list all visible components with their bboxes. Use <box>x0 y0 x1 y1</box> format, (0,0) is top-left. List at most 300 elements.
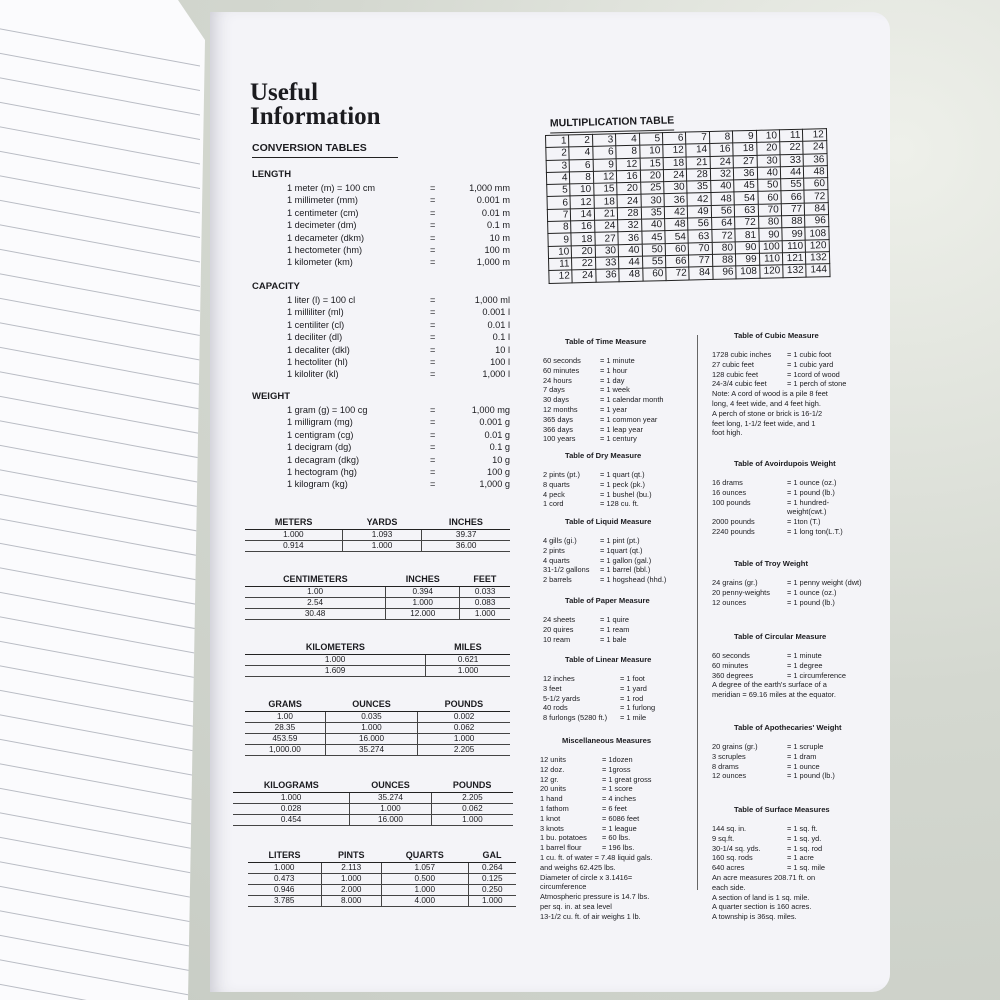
misc-equiv: = 1 score <box>602 784 633 794</box>
mult-cell: 24 <box>617 195 641 208</box>
ruled-line <box>0 837 200 875</box>
misc-equiv: = 196 lbs. <box>602 843 635 853</box>
misc-equiv: = 1gross <box>602 764 631 774</box>
weight-unit: 1 gram (g) = 100 cg <box>287 405 368 415</box>
length-unit: 1 decameter (dkm) <box>287 232 365 243</box>
mult-cell: 60 <box>665 243 689 256</box>
table-cell: 0.062 <box>418 723 510 734</box>
mult-cell: 55 <box>781 178 805 191</box>
length-heading: LENGTH <box>252 169 292 180</box>
weight-value: 1,000 g <box>479 479 510 490</box>
surface-equiv: = 1 sq. rod <box>787 843 823 853</box>
mult-cell: 40 <box>757 167 781 180</box>
table-cell: 1.000 <box>321 874 381 885</box>
table-cell: 1.057 <box>381 863 468 874</box>
surface-item: 640 acres <box>712 863 745 873</box>
weight-value: 0.01 g <box>484 429 510 440</box>
weight-unit: 1 milligram (mg) <box>287 417 353 428</box>
avoir-equiv: = 1 pound (lb.) <box>787 487 835 497</box>
misc-note: and weighs 62.425 lbs. <box>540 862 616 872</box>
misc-item: 3 knots <box>540 823 564 833</box>
table-cell: 1.000 <box>386 598 460 609</box>
mult-cell: 11 <box>549 258 573 271</box>
length-equals: = <box>430 220 436 231</box>
mult-cell: 15 <box>593 183 617 196</box>
column-header: FEET <box>460 572 510 587</box>
mult-cell: 5 <box>547 184 571 197</box>
table-cell: 35.274 <box>325 745 417 756</box>
troy-equiv: = 1 pound (lb.) <box>787 597 835 607</box>
liquid-item: 4 gills (gi.) <box>543 536 577 545</box>
mult-cell: 24 <box>572 270 596 283</box>
mult-cell: 88 <box>712 254 736 267</box>
mult-cell: 40 <box>618 244 642 257</box>
linear-item: 3 feet <box>543 683 562 693</box>
apoth-title: Table of Apothecaries' Weight <box>734 723 842 732</box>
misc-note: circumference <box>540 882 587 892</box>
length-value: 100 m <box>484 245 510 255</box>
conversion-table <box>245 697 510 756</box>
mult-cell: 9 <box>548 233 572 246</box>
table-cell: 0.394 <box>386 587 460 598</box>
mult-cell: 32 <box>618 219 642 232</box>
capacity-unit: 1 kiloliter (kl) <box>287 369 339 380</box>
troy-item: 24 grains (gr.) <box>712 578 758 587</box>
mult-cell: 110 <box>759 253 783 266</box>
table-cell: 3.785 <box>248 896 321 907</box>
liquid-equiv: = 1 pint (pt.) <box>600 536 640 545</box>
surface-item: 160 sq. rods <box>712 853 753 863</box>
mult-cell: 1 <box>546 135 570 148</box>
mult-cell: 40 <box>641 219 665 232</box>
mult-cell: 66 <box>665 255 689 268</box>
cubic-note: A perch of stone or brick is 16-1/2 <box>712 408 823 418</box>
weight-value: 0.1 g <box>489 442 510 453</box>
cubic-note: long, 4 feet wide, and 4 feet high. <box>712 399 821 408</box>
capacity-equals: = <box>430 307 436 318</box>
mult-cell: 72 <box>735 216 759 229</box>
mult-cell: 50 <box>757 179 781 192</box>
surface-note: A township is 36sq. miles. <box>712 912 797 922</box>
mult-cell: 18 <box>733 143 757 156</box>
mult-cell: 20 <box>756 142 780 155</box>
weight-equals: = <box>430 417 436 428</box>
mult-cell: 44 <box>780 166 804 179</box>
column-header: INCHES <box>386 572 460 587</box>
table-cell: 1.000 <box>460 609 510 620</box>
capacity-equals: = <box>430 295 436 305</box>
ruled-line <box>0 347 200 385</box>
table-cell: 0.028 <box>233 804 350 815</box>
mult-cell: 6 <box>593 146 617 159</box>
page-title-line2: Information <box>250 103 381 130</box>
page-title-line1: Useful <box>250 79 319 106</box>
weight-value: 1,000 mg <box>471 405 510 415</box>
surface-equiv: = 1 sq. yd. <box>787 833 822 843</box>
length-equals: = <box>430 207 436 218</box>
dry-item: 1 cord <box>543 499 564 509</box>
table-row <box>245 598 510 609</box>
ruled-line <box>0 592 200 630</box>
mult-cell: 81 <box>735 229 759 242</box>
ruled-line <box>0 861 200 899</box>
avoir-item: 2000 pounds <box>712 517 755 527</box>
table-cell: 2.000 <box>321 885 381 896</box>
misc-item: 1 barrel flour <box>540 843 582 853</box>
mult-cell: 36 <box>664 194 688 207</box>
mult-cell: 63 <box>734 204 758 217</box>
apoth-item: 3 scruples <box>712 751 746 761</box>
apoth-equiv: = 1 pound (lb.) <box>787 771 835 781</box>
misc-item: 1 bu. potatoes <box>540 833 587 843</box>
length-equals: = <box>430 245 436 255</box>
weight-value: 10 g <box>492 454 510 465</box>
linear-equiv: = 1 yard <box>620 683 647 693</box>
mult-cell: 84 <box>689 267 713 280</box>
paper-item: 10 ream <box>543 634 571 644</box>
mult-cell: 24 <box>663 169 687 182</box>
column-header: LITERS <box>248 848 321 863</box>
ruled-line <box>0 224 200 262</box>
mult-cell: 6 <box>662 132 686 145</box>
dry-item: 2 pints (pt.) <box>543 470 580 479</box>
avoir-item: 16 ounces <box>712 487 747 497</box>
table-cell: 8.000 <box>321 896 381 907</box>
avoir-title: Table of Avoirdupois Weight <box>734 459 836 468</box>
table-cell: 1.00 <box>245 712 325 723</box>
table-cell: 453.59 <box>245 734 325 745</box>
table-cell: 0.062 <box>431 804 513 815</box>
mult-cell: 10 <box>548 246 572 259</box>
troy-equiv: = 1 penny weight (dwt) <box>787 578 862 587</box>
mult-cell: 21 <box>594 208 618 221</box>
mult-cell: 9 <box>733 130 757 143</box>
ruled-line <box>0 77 200 115</box>
cubic-item: 24-3/4 cubic feet <box>712 379 767 389</box>
misc-item: 12 gr. <box>540 774 559 784</box>
avoir-item: 16 drams <box>712 478 743 487</box>
ruled-line <box>0 371 200 409</box>
table-cell: 1.000 <box>426 666 510 677</box>
mult-cell: 132 <box>783 264 807 277</box>
mult-cell: 48 <box>619 268 643 281</box>
mult-cell: 16 <box>709 143 733 156</box>
mult-cell: 21 <box>686 156 710 169</box>
ruled-line <box>0 690 200 728</box>
surface-item: 30-1/4 sq. yds. <box>712 843 761 853</box>
ruled-line <box>0 935 200 973</box>
table-cell: 1.000 <box>350 804 432 815</box>
misc-equiv: = 6 feet <box>602 804 627 813</box>
column-header: GRAMS <box>245 697 325 712</box>
ruled-line <box>0 298 200 336</box>
liquid-item: 2 barrels <box>543 575 572 585</box>
mult-cell: 18 <box>663 157 687 170</box>
mult-cell: 72 <box>804 190 828 203</box>
mult-cell: 9 <box>593 158 617 171</box>
table-cell: 0.083 <box>460 598 510 609</box>
table-row <box>248 885 516 896</box>
table-row <box>245 712 510 723</box>
misc-equiv: = 1dozen <box>602 755 633 764</box>
mult-cell: 32 <box>710 168 734 181</box>
table-cell: 2.113 <box>321 863 381 874</box>
time-equiv: = 1 day <box>600 375 625 385</box>
mult-cell: 33 <box>780 154 804 167</box>
apoth-equiv: = 1 ounce <box>787 761 820 771</box>
time-item: 60 minutes <box>543 365 580 375</box>
surface-title: Table of Surface Measures <box>734 805 830 814</box>
mult-cell: 30 <box>664 181 688 194</box>
avoir-equiv: = 1 hundred- <box>787 497 830 507</box>
cubic-title: Table of Cubic Measure <box>734 331 819 340</box>
mult-cell: 8 <box>548 221 572 234</box>
length-value: 10 m <box>489 232 510 243</box>
ruled-line <box>0 886 200 924</box>
table-row <box>233 804 513 815</box>
time-equiv: = 1 year <box>600 405 627 414</box>
linear-equiv: = 1 rod <box>620 693 644 703</box>
mult-cell: 55 <box>642 256 666 269</box>
table-cell: 2.54 <box>245 598 386 609</box>
dry-equiv: = 1 peck (pk.) <box>600 479 645 489</box>
column-divider <box>697 335 698 890</box>
time-item: 7 days <box>543 385 565 395</box>
apoth-item: 12 ounces <box>712 771 747 781</box>
ruled-line <box>0 665 200 703</box>
troy-item: 20 penny-weights <box>712 587 770 597</box>
mult-cell: 36 <box>596 269 620 282</box>
mult-cell: 20 <box>572 245 596 258</box>
ruled-line <box>0 53 200 91</box>
table-row <box>248 863 516 874</box>
table-header-row <box>233 778 513 793</box>
table-row <box>245 530 510 541</box>
mult-cell: 30 <box>757 154 781 167</box>
surface-note: each side. <box>712 882 746 892</box>
mult-cell: 36 <box>618 232 642 245</box>
table-cell: 0.454 <box>233 815 350 826</box>
weight-unit: 1 kilogram (kg) <box>287 479 348 490</box>
table-cell: 0.264 <box>468 863 516 874</box>
ruled-line <box>0 322 200 360</box>
capacity-equals: = <box>430 344 436 355</box>
circular-item: 60 seconds <box>712 651 750 660</box>
mult-cell: 10 <box>756 130 780 143</box>
table-cell: 1.000 <box>248 863 321 874</box>
ruled-line <box>0 249 200 287</box>
mult-cell: 11 <box>779 129 803 142</box>
apoth-equiv: = 1 scruple <box>787 742 824 751</box>
length-unit: 1 millimeter (mm) <box>287 195 358 206</box>
conversion-table <box>248 848 516 907</box>
mult-cell: 72 <box>712 229 736 242</box>
column-header: PINTS <box>321 848 381 863</box>
ruled-line <box>0 175 200 213</box>
time-item: 12 months <box>543 405 578 414</box>
weight-equals: = <box>430 454 436 465</box>
mult-cell: 12 <box>803 129 827 142</box>
table-row <box>233 815 513 826</box>
table-row <box>245 541 510 552</box>
linear-title: Table of Linear Measure <box>565 655 652 664</box>
multiplication-table <box>545 128 830 283</box>
mult-cell: 54 <box>665 230 689 243</box>
capacity-equals: = <box>430 357 436 367</box>
dry-equiv: = 1 quart (qt.) <box>600 470 645 479</box>
weight-unit: 1 centigram (cg) <box>287 429 354 440</box>
column-header: CENTIMETERS <box>245 572 386 587</box>
table-cell: 1.000 <box>245 655 426 666</box>
mult-cell: 42 <box>687 193 711 206</box>
length-value: 0.01 m <box>481 207 510 218</box>
capacity-unit: 1 milliliter (ml) <box>287 307 344 318</box>
mult-cell: 33 <box>595 257 619 270</box>
mult-cell: 7 <box>547 209 571 222</box>
time-equiv: = 1 leap year <box>600 424 643 434</box>
dry-equiv: = 1 bushel (bu.) <box>600 489 652 499</box>
mult-cell: 84 <box>805 202 829 215</box>
conversion-table <box>245 515 510 552</box>
column-header: KILOMETERS <box>245 640 426 655</box>
ruled-line <box>0 641 200 679</box>
circular-item: 360 degrees <box>712 670 754 680</box>
paper-equiv: = 1 ream <box>600 624 630 634</box>
mult-cell: 96 <box>805 215 829 228</box>
surface-equiv: = 1 acre <box>787 853 814 863</box>
mult-cell: 4 <box>616 133 640 146</box>
apoth-item: 8 drams <box>712 761 739 771</box>
mult-cell: 12 <box>570 196 594 209</box>
conversion-table <box>233 778 513 826</box>
ruled-line <box>0 102 200 140</box>
length-value: 0.001 m <box>476 195 510 206</box>
time-equiv: = 1 minute <box>600 356 635 365</box>
column-header: OUNCES <box>325 697 417 712</box>
apoth-item: 20 grains (gr.) <box>712 742 758 751</box>
avoir-item: 2240 pounds <box>712 527 755 536</box>
capacity-unit: 1 centiliter (cl) <box>287 319 345 330</box>
mult-cell: 30 <box>595 244 619 257</box>
capacity-equals: = <box>430 369 436 380</box>
conversion-table <box>245 572 510 620</box>
mult-cell: 6 <box>569 159 593 172</box>
cubic-item: 1728 cubic inches <box>712 350 772 359</box>
length-unit: 1 hectometer (hm) <box>287 245 363 255</box>
table-cell: 0.033 <box>460 587 510 598</box>
mult-cell: 66 <box>781 191 805 204</box>
column-header: POUNDS <box>418 697 510 712</box>
surface-item: 9 sq.ft. <box>712 833 735 843</box>
mult-cell: 28 <box>687 168 711 181</box>
time-item: 365 days <box>543 414 573 424</box>
time-title: Table of Time Measure <box>565 337 647 346</box>
table-cell: 2.205 <box>431 793 513 804</box>
table-cell: 1.609 <box>245 666 426 677</box>
time-equiv: = 1 century <box>600 434 637 444</box>
capacity-value: 1,000 ml <box>474 295 510 305</box>
paper-item: 24 sheets <box>543 615 576 624</box>
linear-item: 40 rods <box>543 703 568 713</box>
mult-cell: 14 <box>571 208 595 221</box>
capacity-unit: 1 decaliter (dkl) <box>287 344 350 355</box>
column-header: METERS <box>245 515 342 530</box>
ruled-line <box>0 714 200 752</box>
ruled-lines <box>0 0 200 1000</box>
mult-cell: 12 <box>663 144 687 157</box>
mult-cell: 8 <box>570 171 594 184</box>
mult-cell: 4 <box>569 147 593 160</box>
table-cell: 0.500 <box>381 874 468 885</box>
avoir-equiv: = 1 long ton(L.T.) <box>787 527 843 536</box>
mult-cell: 35 <box>687 181 711 194</box>
mult-cell: 3 <box>546 160 570 173</box>
surface-note: A section of land is 1 sq. mile. <box>712 892 810 902</box>
table-cell: 1,000.00 <box>245 745 325 756</box>
table-header-row <box>245 572 510 587</box>
misc-equiv: = 1 great gross <box>602 774 652 784</box>
mult-cell: 56 <box>688 218 712 231</box>
column-header: POUNDS <box>431 778 513 793</box>
mult-cell: 90 <box>758 228 782 241</box>
liquid-item: 31-1/2 gallons <box>543 565 590 575</box>
time-item: 366 days <box>543 424 573 434</box>
length-equals: = <box>430 195 436 206</box>
mult-cell: 48 <box>711 192 735 205</box>
paper-equiv: = 1 quire <box>600 615 629 624</box>
mult-cell: 54 <box>734 192 758 205</box>
column-header: KILOGRAMS <box>233 778 350 793</box>
mult-cell: 18 <box>571 233 595 246</box>
liquid-equiv: = 1quart (qt.) <box>600 545 643 555</box>
table-cell: 1.000 <box>342 541 422 552</box>
ruled-line <box>0 445 200 483</box>
mult-cell: 10 <box>639 145 663 158</box>
weight-equals: = <box>430 479 436 490</box>
circular-item: 60 minutes <box>712 660 749 670</box>
mult-cell: 45 <box>641 231 665 244</box>
circular-equiv: = 1 minute <box>787 651 822 660</box>
mult-cell: 99 <box>736 253 760 266</box>
mult-cell: 60 <box>804 178 828 191</box>
table-cell: 1.000 <box>325 723 417 734</box>
table-cell: 30.48 <box>245 609 386 620</box>
cubic-item: 128 cubic feet <box>712 369 759 379</box>
weight-unit: 1 decigram (dg) <box>287 442 352 453</box>
cubic-equiv: = 1 cubic foot <box>787 350 832 359</box>
mult-cell: 15 <box>640 157 664 170</box>
mult-cell: 108 <box>805 227 829 240</box>
mult-cell: 8 <box>709 131 733 144</box>
table-row <box>245 666 510 677</box>
linear-item: 5-1/2 yards <box>543 693 580 703</box>
misc-note: Atmospheric pressure is 14.7 lbs. <box>540 892 650 902</box>
table-cell: 1.000 <box>418 734 510 745</box>
length-value: 1,000 m <box>476 257 510 268</box>
mult-cell: 48 <box>665 218 689 231</box>
mult-cell: 70 <box>689 242 713 255</box>
cubic-note: Note: A cord of wood is a pile 8 feet <box>712 389 828 399</box>
mult-cell: 30 <box>641 194 665 207</box>
mult-cell: 60 <box>642 268 666 281</box>
misc-note: 1 cu. ft. of water = 7.48 liquid gals. <box>540 853 653 862</box>
mult-cell: 42 <box>664 206 688 219</box>
linear-equiv: = 1 furlong <box>620 703 656 713</box>
time-item: 100 years <box>543 434 576 444</box>
capacity-value: 0.001 l <box>482 307 510 318</box>
table-cell: 1.000 <box>468 896 516 907</box>
table-cell: 12.000 <box>386 609 460 620</box>
